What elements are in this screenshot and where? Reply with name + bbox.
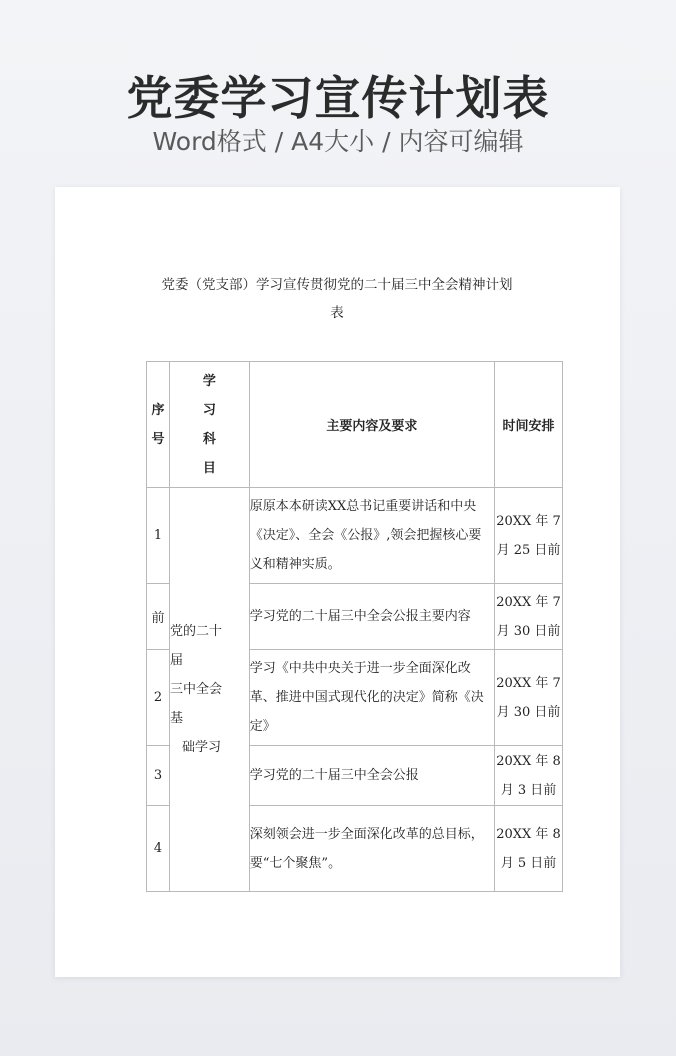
document-title-line1: 党委（党支部）学习宣传贯彻党的二十届三中全会精神计划 xyxy=(161,277,513,293)
study-plan-table xyxy=(146,361,563,892)
row-time: 20XX 年 7 月 30 日前 xyxy=(495,584,563,650)
row-content: 学习党的二十届三中全会公报 xyxy=(249,746,494,806)
row-content: 原原本本研读XX总书记重要讲话和中央《决定》、全会《公报》,领会把握核心要义和精神实质。 xyxy=(249,488,494,584)
row-serial: 2 xyxy=(147,650,170,746)
header-subject-char: 习 xyxy=(202,402,216,418)
document-page xyxy=(55,187,620,977)
row-time: 20XX 年 7 月 25 日前 xyxy=(495,488,563,584)
hero-title: 党委学习宣传计划表 xyxy=(126,71,550,125)
hero-subtitle: Word格式 / A4大小 / 内容可编辑 xyxy=(152,127,524,156)
header-serial-number xyxy=(147,362,170,488)
header-serial-char: 序 xyxy=(151,402,165,418)
document-title-line2: 表 xyxy=(330,305,344,321)
header-subject-char: 学 xyxy=(202,373,216,389)
header-time: 时间安排 xyxy=(495,362,563,488)
row-serial: 前 xyxy=(147,584,170,650)
row-content: 深刻领会进一步全面深化改革的总目标，要“七个聚焦”。 xyxy=(249,806,494,892)
header-subject-char: 目 xyxy=(202,460,216,476)
document-title xyxy=(137,271,537,327)
row-content: 学习党的二十届三中全会公报主要内容 xyxy=(249,584,494,650)
row-content: 学习《中共中央关于进一步全面深化改革、推进中国式现代化的决定》简称《决定》 xyxy=(249,650,494,746)
row-serial: 3 xyxy=(147,746,170,806)
subject-line: 基 xyxy=(169,711,183,726)
subject-line: 届 xyxy=(169,653,183,668)
row-time: 20XX 年 7 月 30 日前 xyxy=(495,650,563,746)
header-subject-char: 科 xyxy=(202,431,216,447)
row-time: 20XX 年 8 月 3 日前 xyxy=(495,746,563,806)
table-header-row xyxy=(147,362,563,488)
header-content: 主要内容及要求 xyxy=(249,362,494,488)
row-time: 20XX 年 8 月 5 日前 xyxy=(495,806,563,892)
subject-line: 础学习 xyxy=(181,740,221,755)
table-row xyxy=(147,488,563,584)
subject-line: 三中全会 xyxy=(169,682,222,697)
row-serial: 4 xyxy=(147,806,170,892)
header-serial-char: 号 xyxy=(151,431,165,447)
subject-cell xyxy=(169,488,249,892)
subject-line: 党的二十 xyxy=(169,624,222,639)
row-serial: 1 xyxy=(147,488,170,584)
header-subject xyxy=(169,362,249,488)
